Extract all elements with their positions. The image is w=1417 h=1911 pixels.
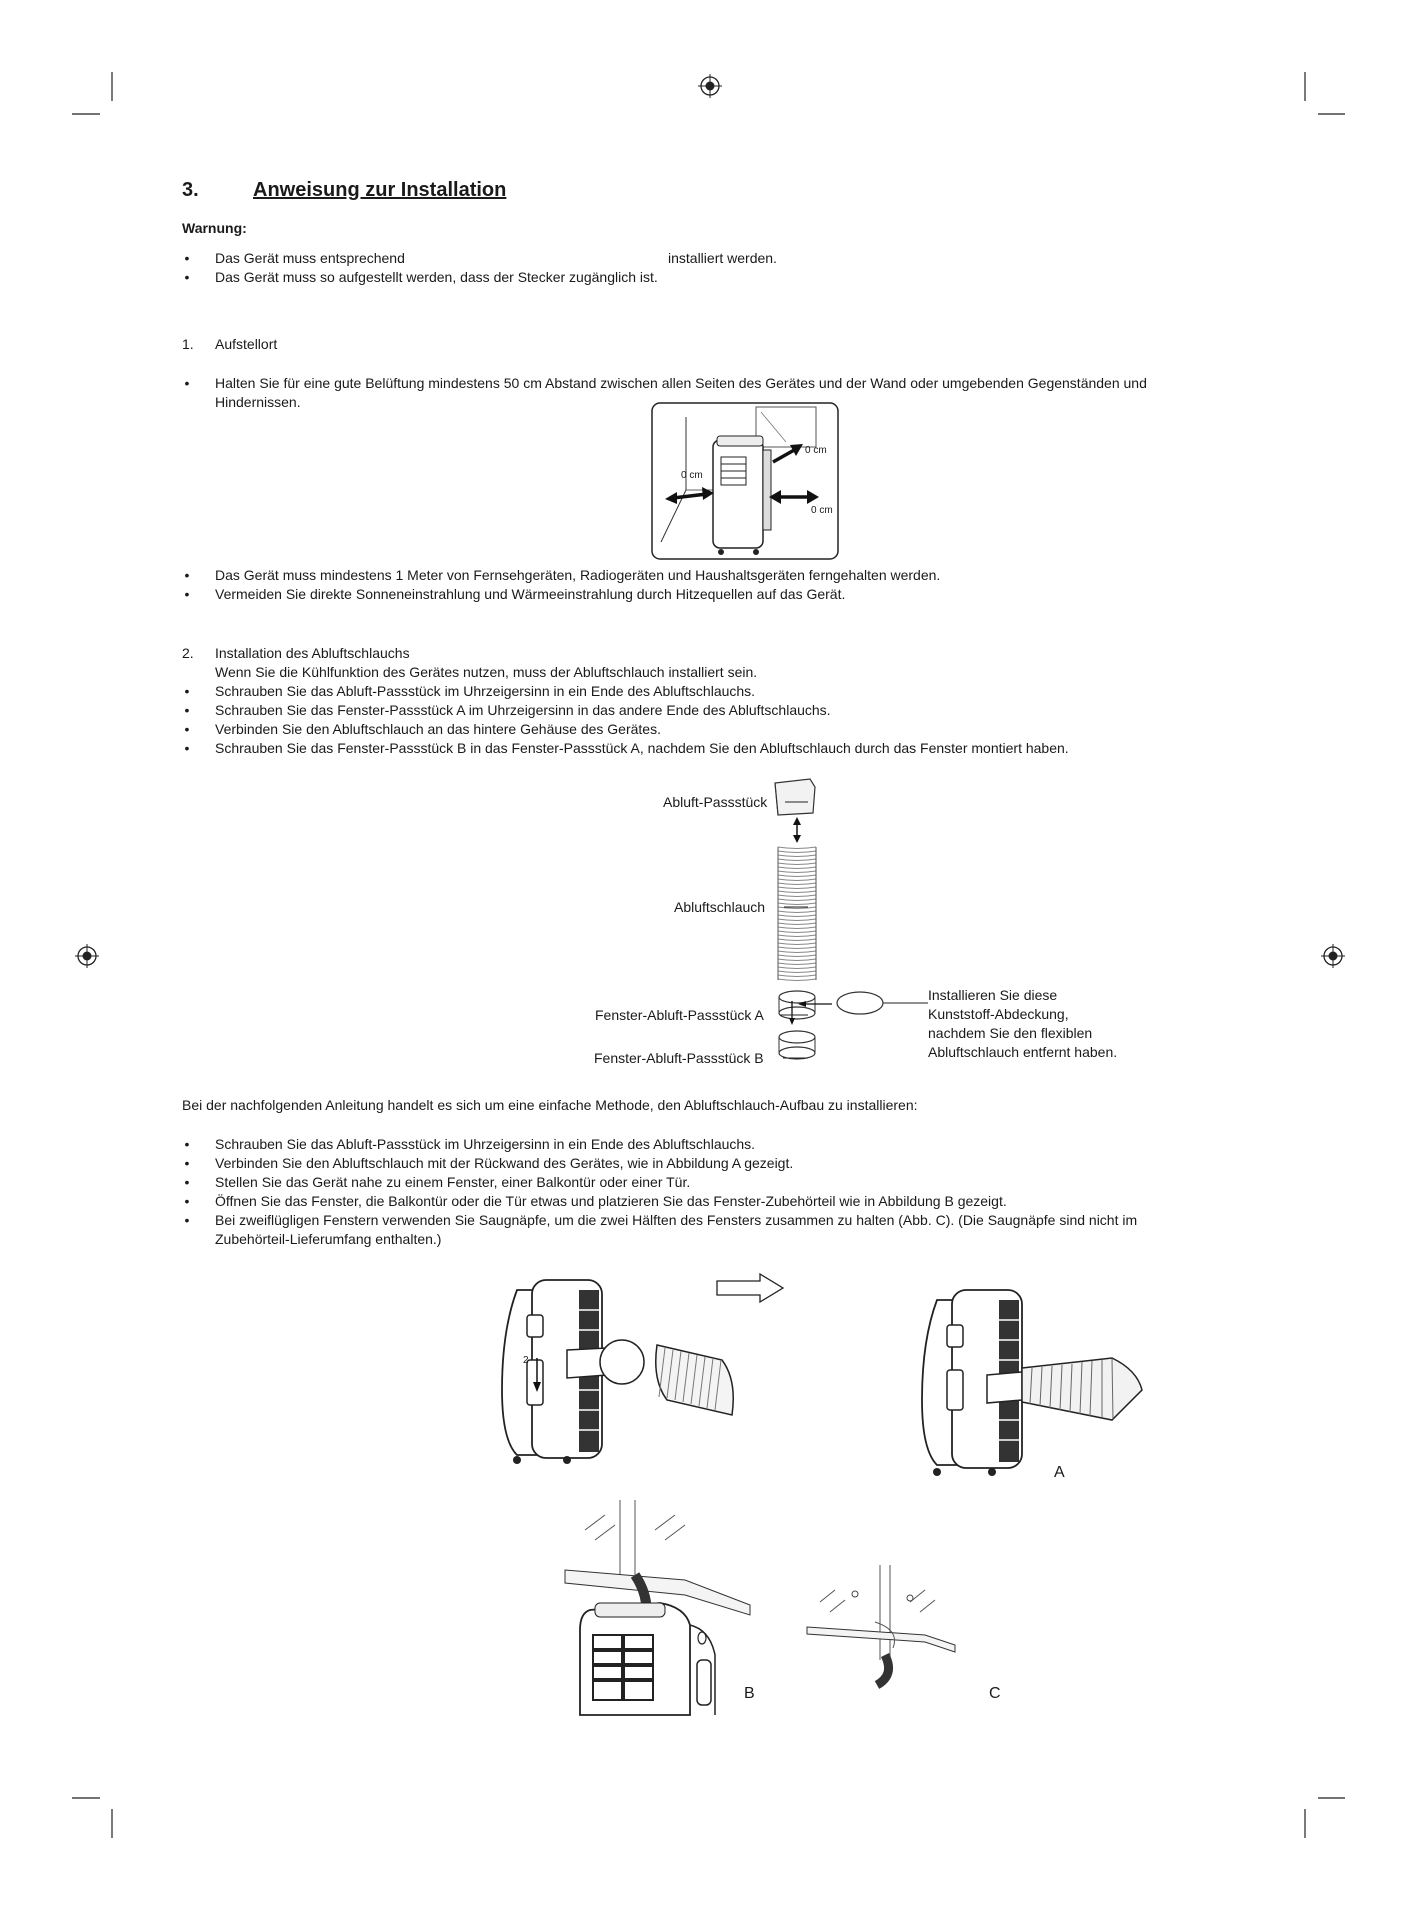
figure-c-label: C [989, 1685, 1001, 1702]
method-bullet-2: Verbinden Sie den Abluftschlauch mit der Rückwand des Gerätes, wie in Abbildung A gezeigt. [215, 1155, 794, 1171]
step1-bullet-line1: Halten Sie für eine gute Belüftung mindestens 50 cm Abstand zwischen allen Seiten des Gerätes und der Wand oder umgebenden Gegenständen und [215, 375, 1147, 391]
method-bullet-1: Schrauben Sie das Abluft-Passstück im Uhrzeigersinn in ein Ende des Abluftschlauchs. [215, 1136, 756, 1152]
step2-number: 2. [182, 645, 194, 661]
bullet-glyph: • [184, 586, 190, 602]
step1-bullet-after-1: Das Gerät muss mindestens 1 Meter von Fernsehgeräten, Radiogeräten und Haushaltsgeräten ferngehalten werden. [215, 567, 941, 583]
warning-item-1-start: Das Gerät muss entsprechend [215, 250, 405, 266]
method-bullet-5-line1: Bei zweiflügligen Fenstern verwenden Sie Saugnäpfe, um die zwei Hälften des Fensters zusammen zu halten (Abb. C). (Die Saugnäpfe sind nicht im [215, 1212, 1138, 1228]
step1-number: 1. [182, 336, 194, 352]
section-title: Anweisung zur Installation [253, 179, 507, 201]
bullet-glyph: • [184, 740, 190, 756]
bullet-glyph: • [184, 567, 190, 583]
method-bullet-3: Stellen Sie das Gerät nahe zu einem Fenster, einer Balkontür oder einer Tür. [215, 1174, 691, 1190]
label-window-adapter-a: Fenster-Abluft-Passstück A [595, 1007, 764, 1023]
bullet-glyph: • [184, 721, 190, 737]
bullet-glyph: • [184, 269, 190, 285]
warning-item-2: Das Gerät muss so aufgestellt werden, dass der Stecker zugänglich ist. [215, 269, 658, 285]
label-window-adapter-b: Fenster-Abluft-Passstück B [594, 1050, 764, 1066]
method-bullet-5-line2: Zubehörteil-Lieferumfang enthalten.) [215, 1231, 442, 1247]
figure-a-after [912, 1280, 1172, 1490]
step1-title: Aufstellort [215, 336, 278, 352]
label-hose: Abluftschlauch [674, 899, 766, 915]
figure-b-label: B [744, 1685, 755, 1702]
figure-b-window-install [565, 1495, 755, 1715]
note-line-4: Abluftschlauch entfernt haben. [928, 1044, 1118, 1060]
figure-c-double-window [805, 1560, 955, 1690]
step2-intro: Wenn Sie die Kühlfunktion des Gerätes nutzen, muss der Abluftschlauch installiert sein. [215, 664, 758, 680]
clearance-label-right: 0 cm [811, 505, 833, 516]
step2-bullet-1: Schrauben Sie das Abluft-Passstück im Uhrzeigersinn in ein Ende des Abluftschlauchs. [215, 683, 756, 699]
note-line-2: Kunststoff-Abdeckung, [928, 1006, 1069, 1022]
method-intro: Bei der nachfolgenden Anleitung handelt es sich um eine einfache Methode, den Abluftschlauch-Aufbau zu installieren: [182, 1097, 918, 1113]
bullet-glyph: • [184, 250, 190, 266]
step2-bullet-2: Schrauben Sie das Fenster-Passstück A im Uhrzeigersinn in das andere Ende des Abluftschlauchs. [215, 702, 831, 718]
bullet-glyph: • [184, 1174, 190, 1190]
method-bullet-4: Öffnen Sie das Fenster, die Balkontür oder die Tür etwas und platzieren Sie das Fenster-Zubehörteil wie in Abbildung B gezeigt. [215, 1193, 1007, 1209]
note-line-3: nachdem Sie den flexiblen [928, 1025, 1093, 1041]
step2-bullet-3: Verbinden Sie den Abluftschlauch an das hintere Gehäuse des Gerätes. [215, 721, 661, 737]
step1-bullet-after-2: Vermeiden Sie direkte Sonneneinstrahlung und Wärmeeinstrahlung durch Hitzequellen auf das Gerät. [215, 586, 846, 602]
clearance-label-left: 0 cm [681, 470, 703, 481]
note-line-1: Installieren Sie diese [928, 987, 1058, 1003]
bullet-glyph: • [184, 375, 190, 391]
bullet-glyph: • [184, 683, 190, 699]
bullet-glyph: • [184, 1212, 190, 1228]
label-adapter: Abluft-Passstück [663, 794, 768, 810]
section-number: 3. [182, 179, 199, 201]
step2-title: Installation des Abluftschlauchs [215, 645, 410, 661]
process-arrow-icon [715, 1272, 785, 1304]
step2-bullet-4: Schrauben Sie das Fenster-Passstück B in das Fenster-Passstück A, nachdem Sie den Abluftschlauch durch das Fenster montiert haben. [215, 740, 1069, 756]
warning-label: Warnung: [182, 220, 247, 236]
figure-a-label: A [1054, 1464, 1065, 1481]
bullet-glyph: • [184, 1136, 190, 1152]
bullet-glyph: • [184, 1155, 190, 1171]
figure-a-step-marker: 2 [523, 1355, 529, 1366]
bullet-glyph: • [184, 702, 190, 718]
warning-item-1-end: installiert werden. [668, 250, 777, 266]
step1-bullet-line2: Hindernissen. [215, 394, 301, 410]
clearance-label-top: 0 cm [805, 445, 827, 456]
bullet-glyph: • [184, 1193, 190, 1209]
